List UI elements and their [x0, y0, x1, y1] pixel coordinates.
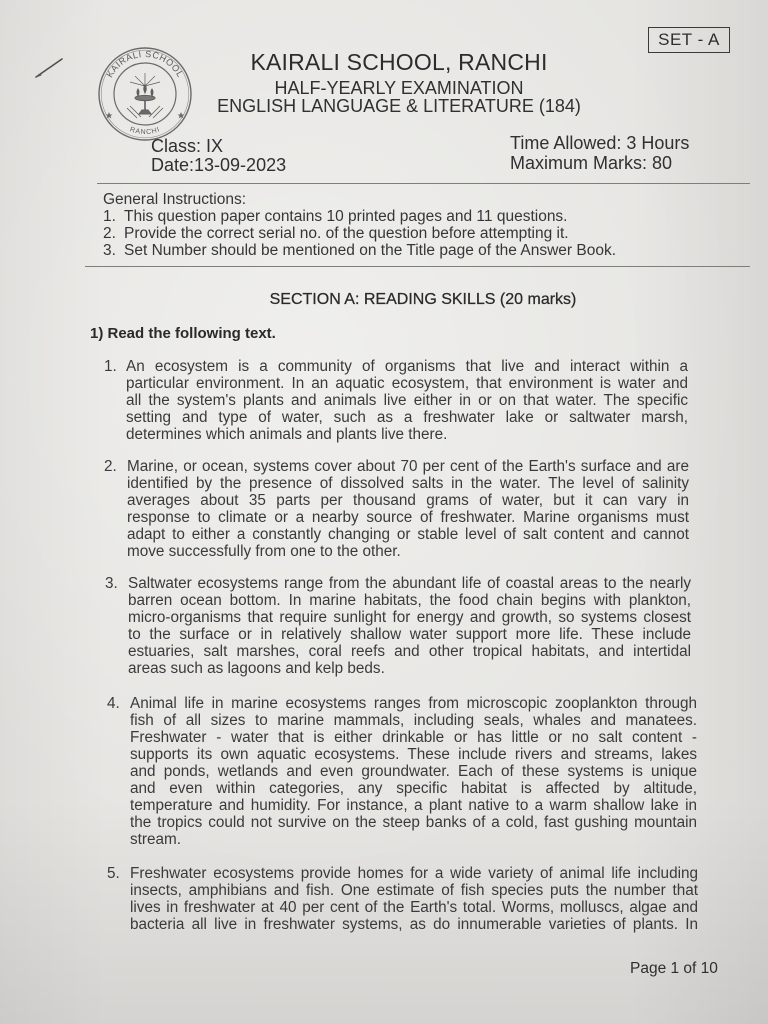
header-divider	[97, 183, 750, 184]
text-line: all the system's plants and animals live either in or on that water. The specific	[126, 392, 688, 409]
pen-mark	[32, 54, 66, 82]
instruction-text: Set Number should be mentioned on the Title page of the Answer Book.	[124, 242, 617, 259]
paragraph-number: 4.	[107, 695, 120, 712]
paragraph-text	[130, 865, 698, 933]
text-line: fish of all sizes to marine mammals, including seals, whales and manatees.	[130, 712, 697, 729]
text-line: lives in freshwater at 40 per cent of the Earth's total. Worms, molluscs, algae and	[130, 899, 698, 916]
instruction-number: 2.	[103, 225, 116, 242]
maximum-marks-label: Maximum Marks: 80	[510, 153, 673, 173]
section-title: SECTION A: READING SKILLS (20 marks)	[269, 291, 577, 308]
text-line: response to climate or a nearby source of freshwater. Marine organisms must	[127, 509, 689, 526]
text-line: temperature and humidity. For instance, a plant native to a warm shallow lake in	[130, 797, 697, 814]
text-line: particular environment. In an aquatic ecosystem, that environment is water and	[126, 375, 688, 392]
text-line: stream.	[130, 831, 181, 848]
instructions-heading: General Instructions:	[103, 191, 247, 208]
text-line: adapt to either a constantly changing or stable level of salt content and cannot	[127, 526, 689, 543]
logo-ring-top-text: KAIRALI SCHOOL	[104, 48, 186, 80]
text-line: determines which animals and plants live there.	[126, 426, 448, 443]
text-line: and even within categories, any specific habitat is affected by altitude,	[130, 780, 697, 797]
set-label-box	[648, 27, 730, 53]
class-label: Class: IX	[151, 136, 224, 156]
date-label: Date:13-09-2023	[151, 155, 287, 175]
text-line: setting and type of water, such as a freshwater lake or saltwater marsh,	[126, 409, 688, 426]
exam-title: HALF-YEARLY EXAMINATION	[274, 78, 524, 98]
text-line: to the surface or in relatively shallow water support more life. These include	[128, 626, 691, 643]
paragraph-number: 2.	[104, 458, 117, 475]
subject-title: ENGLISH LANGUAGE & LITERATURE (184)	[217, 96, 581, 116]
text-line: and ponds, wetlands and even groundwater. Each of these systems is unique	[130, 763, 697, 780]
school-name: KAIRALI SCHOOL, RANCHI	[250, 49, 548, 75]
school-logo	[97, 46, 193, 142]
text-line: Freshwater - water that is either drinkable or has little or no salt content -	[130, 729, 697, 746]
set-label: SET - A	[658, 30, 720, 49]
time-allowed-label: Time Allowed: 3 Hours	[510, 133, 690, 153]
instruction-text: Provide the correct serial no. of the question before attempting it.	[124, 225, 569, 242]
text-line: identified by the presence of dissolved salts in the water. The level of salinity	[127, 475, 689, 492]
text-line: estuaries, salt marshes, coral reefs and other tropical habitats, and intertidal	[128, 643, 691, 660]
paragraph-number: 1.	[104, 358, 117, 375]
instruction-number: 3.	[103, 242, 116, 259]
paragraph-text	[127, 458, 689, 560]
text-line: Saltwater ecosystems range from the abundant life of coastal areas to the nearly	[128, 575, 691, 592]
page-number: Page 1 of 10	[630, 960, 718, 977]
logo-ring-bottom-text: RANCHI	[128, 126, 162, 137]
text-line: An ecosystem is a community of organisms that live and interact within a	[126, 358, 688, 375]
instruction-number: 1.	[103, 208, 116, 225]
instructions-divider	[85, 266, 750, 267]
svg-text:RANCHI	[129, 126, 161, 136]
text-line: Freshwater ecosystems provide homes for a wide variety of animal life including	[130, 865, 698, 882]
text-line: supports its own aquatic ecosystems. These include rivers and streams, lakes	[130, 746, 697, 763]
text-line: the tropics could not survive on the steep banks of a cold, fast gushing mountain	[130, 814, 697, 831]
paragraph-text	[128, 575, 691, 677]
instruction-item	[103, 225, 569, 242]
text-line: bacteria all live in freshwater systems, as do innumerable varieties of plants. In	[130, 916, 698, 933]
text-line: Marine, or ocean, systems cover about 70 per cent of the Earth's surface and are	[127, 458, 689, 475]
instruction-item	[103, 242, 617, 259]
general-instructions	[103, 191, 617, 259]
text-line: move successfully from one to the other.	[127, 543, 401, 560]
text-line: barren ocean bottom. In marine habitats, the food chain begins with plankton,	[128, 592, 691, 609]
text-line: averages about 35 parts per thousand grams of water, but it can vary in	[127, 492, 689, 509]
text-line: areas such as lagoons and kelp beds.	[128, 660, 385, 677]
paragraph-number: 3.	[105, 575, 118, 592]
logo-emblem-icon	[127, 73, 163, 118]
question-prompt: 1) Read the following text.	[90, 325, 276, 342]
instruction-item	[103, 208, 568, 225]
paragraph-number: 5.	[107, 865, 120, 882]
text-line: micro-organisms that require sunlight for energy and growth, so systems closest	[128, 609, 691, 626]
paragraph-text	[130, 695, 697, 848]
instruction-text: This question paper contains 10 printed pages and 11 questions.	[124, 208, 568, 225]
text-line: Animal life in marine ecosystems ranges from microscopic zooplankton through	[130, 695, 697, 712]
paragraph-text	[126, 358, 688, 443]
text-line: insects, amphibians and fish. One estimate of fish species puts the number that	[130, 882, 698, 899]
